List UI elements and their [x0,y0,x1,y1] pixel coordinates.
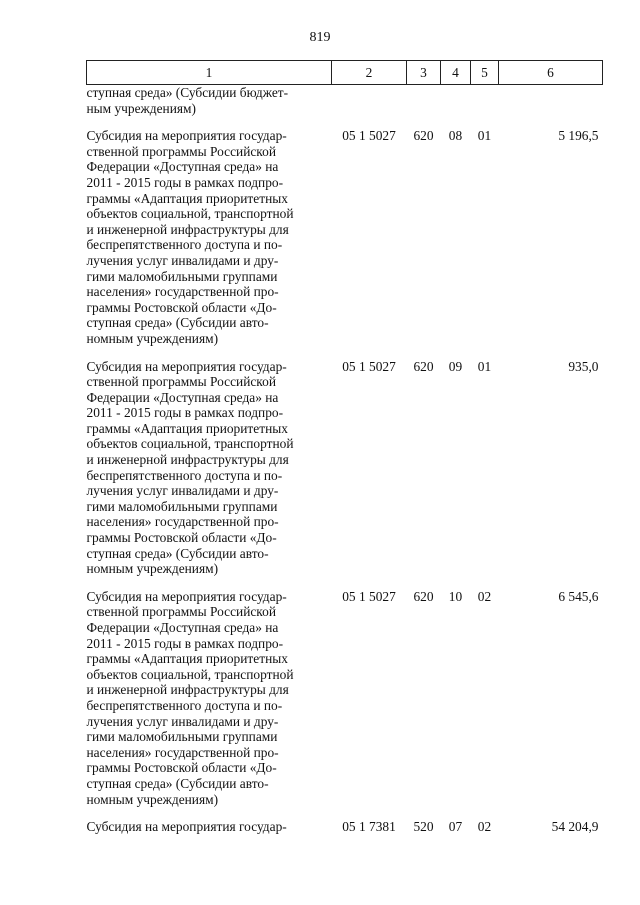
amount: 54 204,9 [551,819,599,835]
text-line: населения» государственной про- [86,744,279,760]
text-line: ственной программы Российской [86,604,276,620]
vr-code: 620 [413,358,434,374]
header-col-6: 6 [499,61,603,85]
vr-code: 520 [413,819,434,835]
text-line: объектов социальной, транспортной [86,436,294,452]
text-line: Субсидия на мероприятия государ- [86,128,287,144]
csr-code: 05 1 5027 [342,588,396,604]
text-line: граммы Ростовской области «До- [86,299,277,315]
continuation-text [87,85,332,117]
header-col-2: 2 [332,61,407,85]
continuation-row [87,85,603,117]
text-line: ступная среда» (Субсидии авто- [86,775,269,791]
pr-code: 02 [477,588,492,604]
pr-code: 01 [477,128,492,144]
text-line: ступная среда» (Субсидии авто- [86,315,269,331]
text-line: населения» государственной про- [86,514,279,530]
row-description [87,359,332,577]
text-line: ным учреждениям) [86,100,196,116]
text-line: номным учреждениям) [86,330,219,346]
text-line: граммы Ростовской области «До- [86,760,277,776]
table-row [87,589,603,807]
rz-code: 09 [448,358,463,374]
text-line: ступная среда» (Субсидии бюджет- [86,85,289,100]
text-line: 2011 - 2015 годы в рамках подпро- [86,405,284,421]
amount: 5 196,5 [558,128,599,144]
text-line: граммы «Адаптация приоритетных [86,651,288,667]
csr-code: 05 1 5027 [342,358,396,374]
text-line: граммы Ростовской области «До- [86,530,277,546]
text-line: Субсидия на мероприятия государ- [86,819,287,835]
text-line: и инженерной инфраструктуры для [86,452,289,468]
text-line: номным учреждениям) [86,561,219,577]
text-line: гими маломобильными группами [86,729,278,745]
text-line: беспрепятственного доступа и по- [86,467,283,483]
csr-code: 05 1 7381 [342,819,396,835]
table-row [87,128,603,346]
header-row [87,61,603,85]
pr-code: 01 [477,358,492,374]
text-line: Субсидия на мероприятия государ- [86,358,287,374]
text-line: и инженерной инфраструктуры для [86,682,289,698]
text-line: номным учреждениям) [86,791,219,807]
text-line: Субсидия на мероприятия государ- [86,588,287,604]
amount: 6 545,6 [558,588,599,604]
rz-code: 07 [448,819,463,835]
text-line: 2011 - 2015 годы в рамках подпро- [86,174,284,190]
vr-code: 620 [413,588,434,604]
header-col-3: 3 [407,61,441,85]
text-line: лучения услуг инвалидами и дру- [86,252,279,268]
header-col-1: 1 [87,61,332,85]
text-line: гими маломобильными группами [86,268,278,284]
text-line: гими маломобильными группами [86,498,278,514]
vr-code: 620 [413,128,434,144]
header-col-5: 5 [471,61,499,85]
text-line: объектов социальной, транспортной [86,206,294,222]
text-line: ственной программы Российской [86,374,276,390]
text-line: объектов социальной, транспортной [86,666,294,682]
text-line: Федерации «Доступная среда» на [86,159,279,175]
text-line: ступная среда» (Субсидии авто- [86,545,269,561]
row-description [87,589,332,807]
table-row [87,359,603,577]
row-description [87,819,332,835]
text-line: Федерации «Доступная среда» на [86,620,279,635]
text-line: и инженерной инфраструктуры для [86,221,289,237]
table-row [87,819,603,835]
amount: 935,0 [568,358,599,374]
text-line: лучения услуг инвалидами и дру- [86,713,279,729]
text-line: населения» государственной про- [86,284,279,300]
pr-code: 02 [477,819,492,835]
row-description [87,128,332,346]
text-line: граммы «Адаптация приоритетных [86,420,288,436]
text-line: беспрепятственного доступа и по- [86,237,283,253]
text-line: 2011 - 2015 годы в рамках подпро- [86,635,284,651]
rz-code: 08 [448,128,463,144]
csr-code: 05 1 5027 [342,128,396,144]
text-line: беспрепятственного доступа и по- [86,697,283,713]
budget-table [86,60,603,835]
text-line: Федерации «Доступная среда» на [86,389,279,405]
text-line: лучения услуг инвалидами и дру- [86,483,279,499]
page-number: 819 [309,30,331,45]
text-line: граммы «Адаптация приоритетных [86,190,288,206]
text-line: ственной программы Российской [86,143,276,159]
header-col-4: 4 [441,61,471,85]
rz-code: 10 [448,588,463,604]
